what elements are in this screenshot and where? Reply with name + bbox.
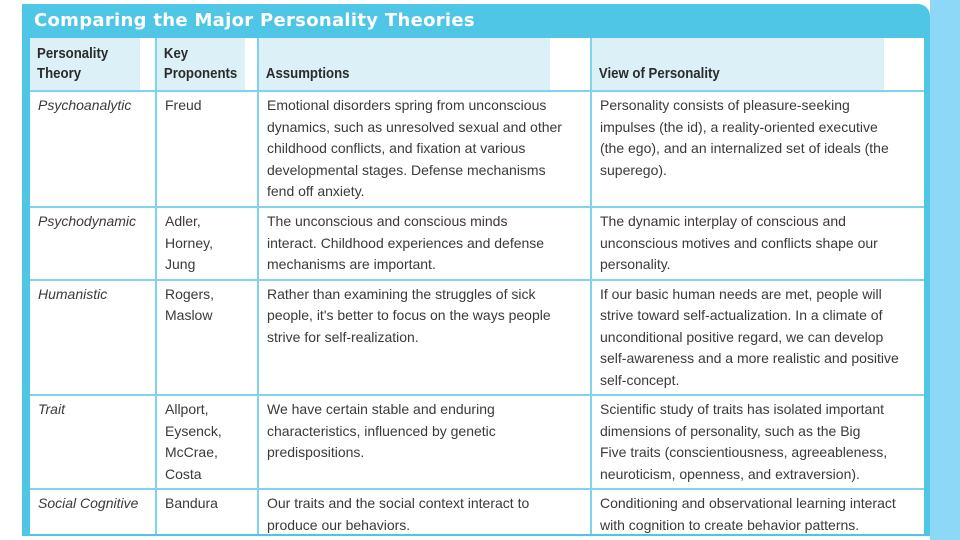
- theory-cell: Humanistic: [30, 280, 156, 396]
- header-proponents: Key Proponents: [156, 38, 246, 91]
- proponents-cell: Adler, Horney, Jung: [156, 207, 258, 280]
- assumptions-cell: Emotional disorders spring from unconscious dynamics, such as unresolved sexual and other childhood conflicts, and fixation at various developmental stages. Defense mechanisms fend off anxiety.: [258, 91, 591, 207]
- header-assumptions: Assumptions: [258, 38, 551, 91]
- comparison-table-container: [30, 38, 924, 534]
- theory-cell: Psychodynamic: [30, 207, 156, 280]
- table-row: [30, 395, 924, 489]
- proponents-cell: Allport, Eysenck, McCrae, Costa: [156, 395, 258, 489]
- comparison-table: [30, 38, 924, 534]
- table-row: [30, 489, 924, 534]
- table-row: [30, 280, 924, 396]
- theory-cell: Trait: [30, 395, 156, 489]
- slide-card: [22, 4, 930, 536]
- theory-cell: Psychoanalytic: [30, 91, 156, 207]
- table-row: [30, 91, 924, 207]
- title-bar: [22, 4, 930, 38]
- assumptions-cell: We have certain stable and enduring characteristics, influenced by genetic predispositions.: [258, 395, 591, 489]
- view-cell: Scientific study of traits has isolated important dimensions of personality, such as the Big Five traits (conscientiousness, agreeableness, neuroticism, openness, and extraversion).: [591, 395, 924, 489]
- page-title: Comparing the Major Personality Theories: [34, 10, 475, 31]
- assumptions-cell: Our traits and the social context interact to produce our behaviors.: [258, 489, 591, 534]
- theory-cell: Social Cognitive: [30, 489, 156, 534]
- proponents-cell: Rogers, Maslow: [156, 280, 258, 396]
- view-cell: If our basic human needs are met, people will strive toward self-actualization. In a climate of unconditional positive regard, we can develop self-awareness and a more realistic and positive self-concept.: [591, 280, 924, 396]
- proponents-cell: Freud: [156, 91, 258, 207]
- header-view: View of Personality: [591, 38, 884, 91]
- view-cell: Conditioning and observational learning interact with cognition to create behavior patterns.: [591, 489, 924, 534]
- table-header-row: [30, 38, 924, 91]
- assumptions-cell: Rather than examining the struggles of sick people, it's better to focus on the ways people strive for self-realization.: [258, 280, 591, 396]
- right-edge-strip: [930, 0, 960, 540]
- proponents-cell: Bandura: [156, 489, 258, 534]
- table-row: [30, 207, 924, 280]
- assumptions-cell: The unconscious and conscious minds interact. Childhood experiences and defense mechanisms are important.: [258, 207, 591, 280]
- header-theory: Personality Theory: [30, 38, 141, 91]
- view-cell: The dynamic interplay of conscious and unconscious motives and conflicts shape our personality.: [591, 207, 924, 280]
- view-cell: Personality consists of pleasure-seeking impulses (the id), a reality-oriented executive (the ego), and an internalized set of ideals (the superego).: [591, 91, 924, 207]
